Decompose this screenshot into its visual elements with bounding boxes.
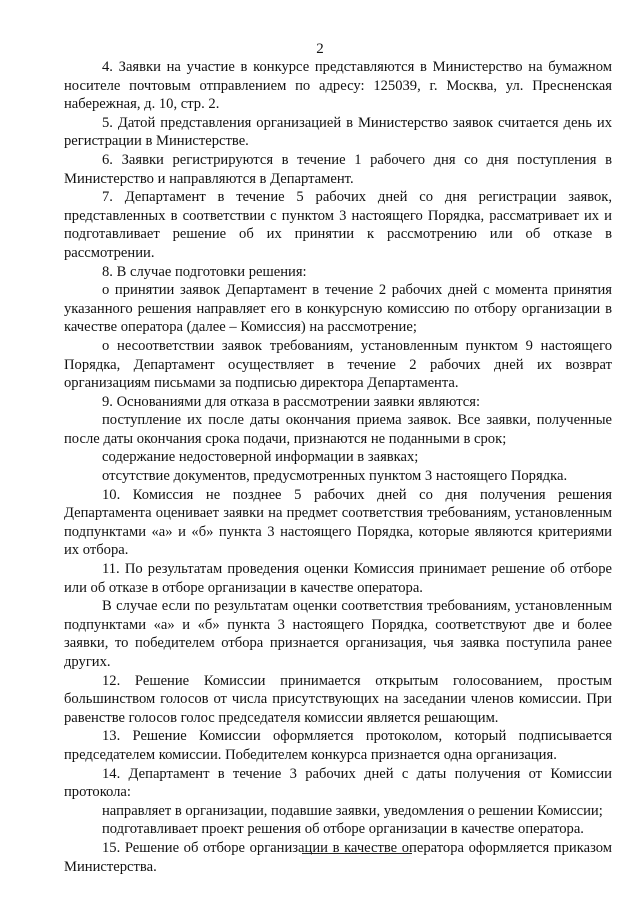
paragraph-11: 11. По результатам проведения оценки Комиссия принимает решение об отборе или об отказе в отборе организации в качестве оператора.	[64, 561, 612, 596]
paragraph-9: 9. Основаниями для отказа в рассмотрении заявки являются:	[102, 393, 481, 410]
page-number: 2	[316, 41, 324, 57]
paragraph-8-clause-accept: о принятии заявок Департамент в течение 2 рабочих дней с момента принятия указанного решения направляет его в конкурсную комиссию по отбору организации в качестве оператора (далее – Комиссия) на рассмотрение;	[64, 282, 612, 336]
paragraph-9-clause-false-info: содержание недостоверной информации в заявках;	[102, 449, 419, 466]
paragraph-14: 14. Департамент в течение 3 рабочих дней с даты получения от Комиссии протокола:	[64, 765, 612, 801]
paragraph-12: 12. Решение Комиссии принимается открытым голосованием, простым большинством голосов от числа присутствующих на заседании членов комиссии. При равенстве голосов голос председателя комиссии является решающим.	[64, 672, 612, 726]
paragraph-9-clause-missing-docs: отсутствие документов, предусмотренных пунктом 3 настоящего Порядка.	[102, 468, 568, 485]
paragraph-13: 13. Решение Комиссии оформляется протоколом, который подписывается председателем комиссии. Победителем конкурса признается одна организация.	[64, 728, 612, 763]
paragraph-7: 7. Департамент в течение 5 рабочих дней со дня регистрации заявок, представленных в соответствии с пунктом 3 настоящего Порядка, рассматривает их и подготавливает решение об их принятии к рассмотрению или об отказе в рассмотрении.	[64, 189, 612, 261]
paragraph-14-clause-draft: подготавливает проект решения об отборе организации в качестве оператора.	[102, 821, 584, 838]
paragraph-8-clause-reject: о несоответствии заявок требованиям, установленным пунктом 9 настоящего Порядка, Департамент осуществляет в течение 2 рабочих дней их возврат организациям письмами за подписью директора Департамента.	[64, 337, 612, 392]
paragraph-15: 15. Решение об отборе организации в качестве оператора оформляется приказом Министерства.	[64, 839, 612, 875]
document-body	[64, 58, 612, 876]
paragraph-9-clause-late: поступление их после даты окончания приема заявок. Все заявки, полученные после даты окончания срока подачи, признаются не поданными в срок;	[64, 412, 612, 447]
paragraph-8: 8. В случае подготовки решения:	[102, 263, 307, 280]
closing-rule	[302, 853, 412, 854]
paragraph-4: 4. Заявки на участие в конкурсе представляются в Министерство на бумажном носителе почтовым отправлением по адресу: 125039, г. Москва, ул. Пресненская набережная, д. 10, стр. 2.	[64, 59, 612, 113]
paragraph-5: 5. Датой представления организацией в Министерство заявок считается день их регистрации в Министерстве.	[64, 114, 612, 150]
paragraph-11-clause-tie: В случае если по результатам оценки соответствия требованиям, установленным подпунктами «а» и «б» пункта 3 настоящего Порядка, соответствуют две и более заявки, то победителем отбора признается организация, чья заявка поступила ранее других.	[64, 598, 612, 670]
paragraph-10: 10. Комиссия не позднее 5 рабочих дней со дня получения решения Департамента оценивает заявки на предмет соответствия требованиям, установленным подпунктами «а» и «б» пункта 3 настоящего Порядка, которые являются критериями их отбора.	[64, 486, 612, 559]
paragraph-6: 6. Заявки регистрируются в течение 1 рабочего дня со дня поступления в Министерство и направляются в Департамент.	[64, 151, 612, 187]
paragraph-14-clause-notify: направляет в организации, подавшие заявки, уведомления о решении Комиссии;	[102, 802, 603, 819]
